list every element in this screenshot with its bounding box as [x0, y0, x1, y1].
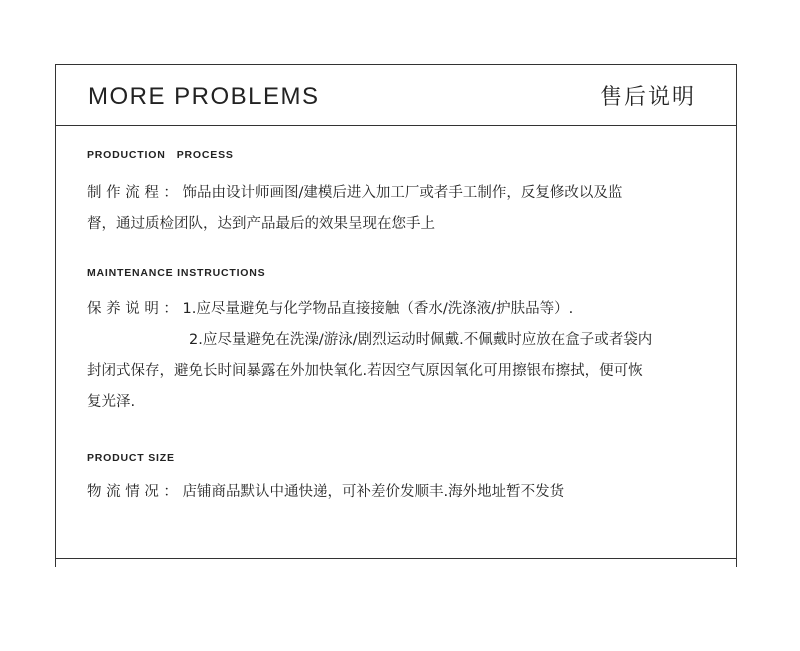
production-process-heading: PRODUCTION PROCESS: [87, 149, 234, 161]
panel-header: [56, 65, 736, 126]
logistics-text-line-1: 物 流 情 况 ： 店铺商品默认中通快递，可补差价发顺丰.海外地址暂不发货: [87, 484, 565, 500]
product-size-heading: PRODUCT SIZE: [87, 452, 175, 464]
page-title: MORE PROBLEMS: [88, 83, 320, 110]
production-process-text-line-2: 督，通过质检团队，达到产品最后的效果呈现在您手上: [87, 216, 435, 232]
bottom-divider: [56, 558, 736, 559]
maintenance-text-line-2: 2.应尽量避免在洗澡/游泳/剧烈运动时佩戴.不佩戴时应放在盒子或者袋内: [189, 332, 653, 348]
info-panel: [55, 64, 737, 567]
production-process-text-line-1: 制 作 流 程 ： 饰品由设计师画图/建模后进入加工厂或者手工制作，反复修改以及监: [87, 185, 623, 201]
maintenance-text-line-4: 复光泽.: [87, 394, 136, 410]
maintenance-text-line-3: 封闭式保存，避免长时间暴露在外加快氧化.若因空气原因氧化可用擦银布擦拭，便可恢: [87, 363, 643, 379]
page-title-chinese: 售后说明: [599, 85, 696, 110]
maintenance-instructions-heading: MAINTENANCE INSTRUCTIONS: [87, 267, 266, 279]
maintenance-text-line-1: 保 养 说 明 ： 1.应尽量避免与化学物品直接接触（香水/洗涤液/护肤品等）.: [87, 301, 574, 317]
